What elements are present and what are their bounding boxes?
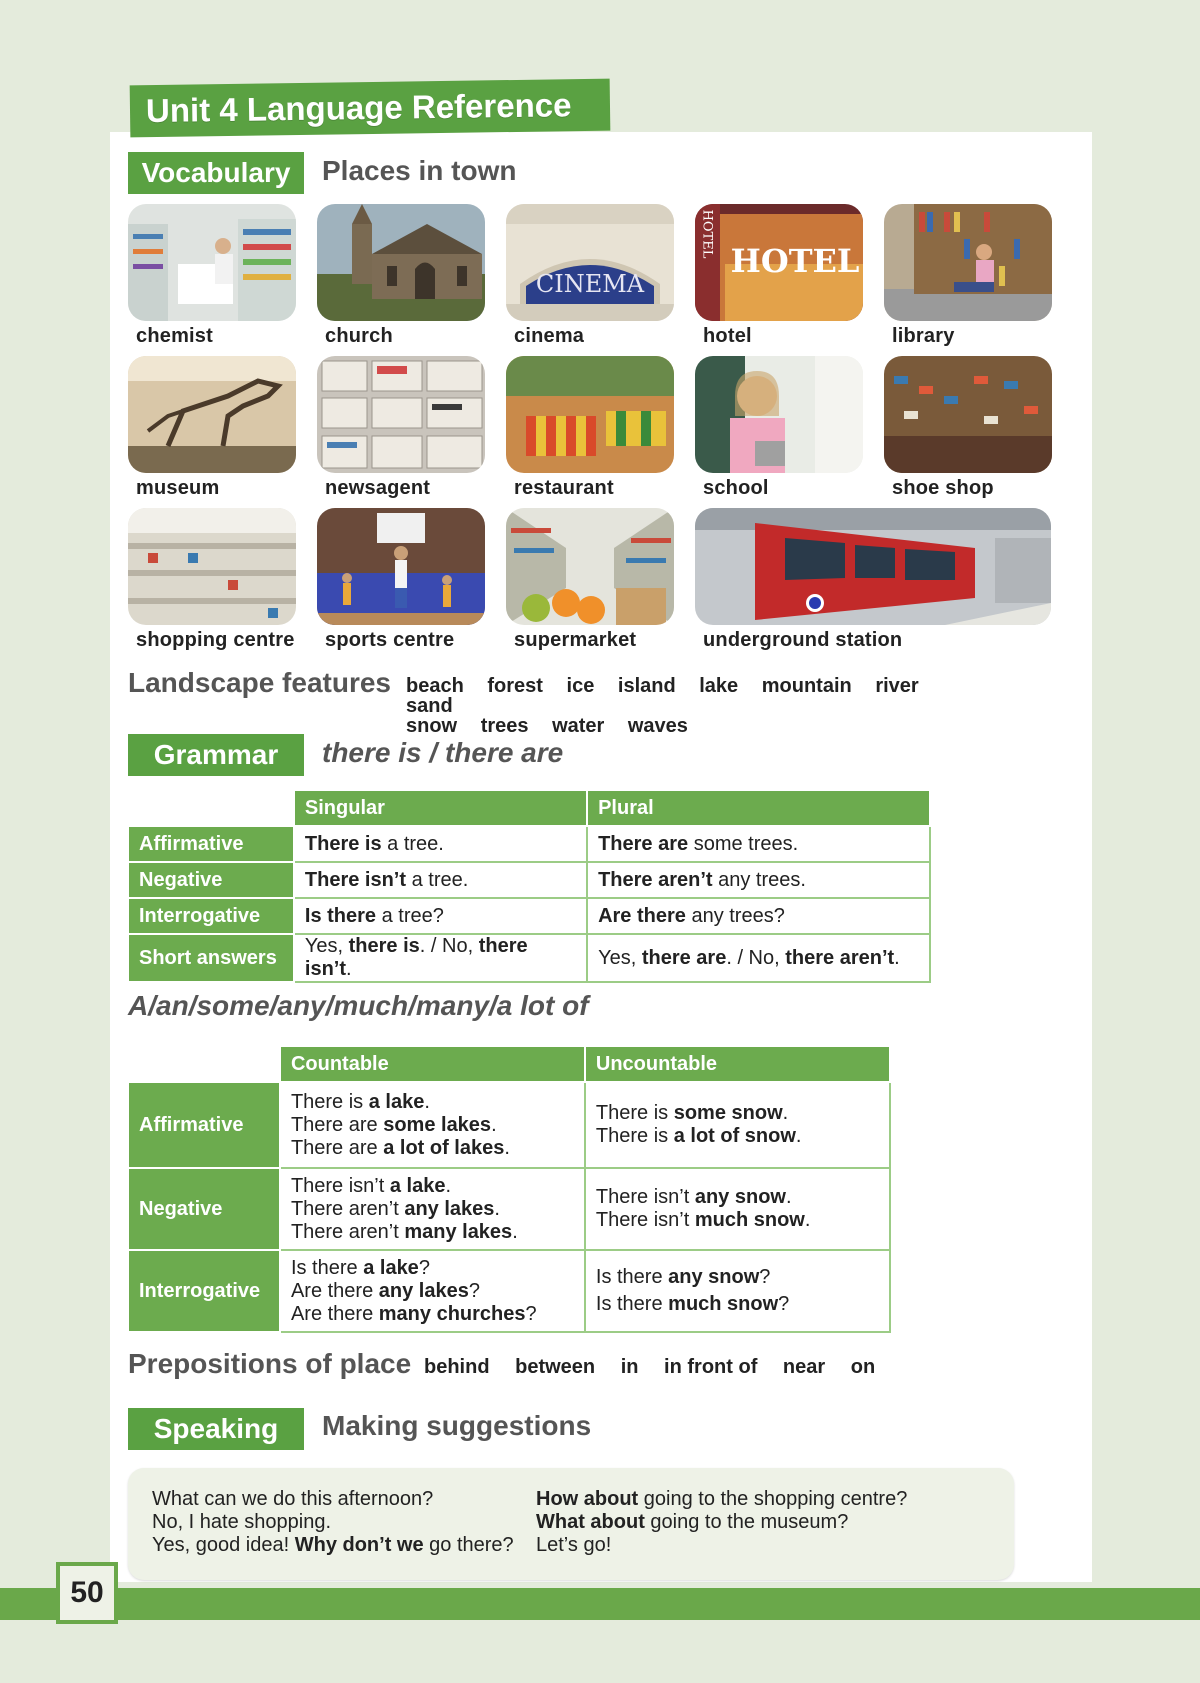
row-header: Affirmative [128,1082,280,1168]
column-header-uncountable: Uncountable [585,1046,890,1082]
shoe-shop-photo [884,356,1052,473]
row-header: Short answers [128,934,294,982]
hotel-photo [695,204,863,321]
dialogue-left-column [152,1488,514,1557]
row-header: Interrogative [128,898,294,934]
dialogue-line: How about going to the shopping centre? [536,1488,908,1510]
speaking-tag: Speaking [128,1408,304,1450]
landscape-word: river [875,675,919,697]
vocab-item-hotel [695,204,863,348]
vocab-label: restaurant [514,477,614,499]
vocab-item-church [317,204,485,348]
landscape-words [406,676,1006,736]
vocabulary-subtitle: Places in town [322,155,517,186]
vocab-item-shopping-centre [128,508,296,652]
row-header: Affirmative [128,826,294,862]
landscape-word: island [617,675,676,697]
landscape-row-2 [406,716,1006,736]
table-cell: Is there a lake? Are there any lakes? Are there many churches? [280,1250,585,1332]
quantifiers-subtitle: A/an/some/any/much/many/a lot of [128,990,589,1021]
table-cell: There is a tree. [294,826,587,862]
landscape-word: trees [480,715,529,737]
landscape-word: mountain [761,675,852,697]
church-photo [317,204,485,321]
dialogue-right-column [536,1488,907,1557]
column-header-singular: Singular [294,790,587,826]
vocab-label: newsagent [325,477,431,499]
table-cell: There is some snow. There is a lot of snow. [585,1082,890,1168]
table-cell: There isn’t a lake. There aren’t any lakes. There aren’t many lakes. [280,1168,585,1250]
landscape-word: beach [406,675,464,697]
preposition-word: near [782,1356,826,1378]
table-cell: There isn’t any snow. There isn’t much snow. [585,1168,890,1250]
vocab-label: sports centre [325,629,455,651]
table-row [128,934,930,982]
vocab-item-shoe-shop [884,356,1052,500]
table-cell: Is there any snow? Is there much snow? [585,1250,890,1332]
vocab-label: church [325,325,393,347]
prepositions-words [424,1356,895,1379]
prepositions-title: Prepositions of place [128,1348,412,1379]
vocab-item-sports-centre [317,508,485,652]
vocab-label: museum [136,477,220,499]
vocabulary-tag: Vocabulary [128,152,304,194]
vocab-label: library [892,325,955,347]
vocab-label: hotel [703,325,752,347]
supermarket-photo [506,508,674,625]
museum-photo [128,356,296,473]
dialogue-line: No, I hate shopping. [152,1511,332,1533]
vocab-item-museum [128,356,296,500]
grammar-subtitle: there is / there are [322,737,564,768]
quantifiers-table [127,1045,891,1333]
restaurant-photo [506,356,674,473]
vocab-label: shoe shop [892,477,994,499]
table-row [128,1082,890,1168]
preposition-word: behind [424,1356,490,1378]
vocab-label: supermarket [514,629,637,651]
landscape-title: Landscape features [128,667,391,698]
vocab-item-restaurant [506,356,674,500]
landscape-row-1 [406,676,1006,716]
table-cell: Are there any trees? [587,898,930,934]
there-is-table [127,789,931,983]
cinema-sign-text: CINEMA [535,270,645,298]
preposition-word: on [850,1356,876,1378]
landscape-word: forest [487,675,543,697]
table-row [128,862,930,898]
vocab-label: school [703,477,769,499]
dialogue-line: Yes, good idea! Why don’t we go there? [152,1534,514,1556]
underground-station-photo [695,508,1051,625]
vocab-item-school [695,356,863,500]
landscape-word: lake [699,675,739,697]
landscape-word: sand [406,695,453,717]
landscape-word: snow [406,715,458,737]
vocab-item-underground-station [695,508,1051,652]
landscape-word: waves [627,715,688,737]
table-cell: There aren’t any trees. [587,862,930,898]
preposition-word: in [620,1356,639,1378]
table-cell: Yes, there is. / No, there isn’t. [294,934,587,982]
vocab-label: chemist [136,325,213,347]
vocab-label: shopping centre [136,629,295,651]
shopping-centre-photo [128,508,296,625]
vocab-item-chemist [128,204,296,348]
vocab-item-newsagent [317,356,485,500]
table-row [128,1250,890,1332]
cinema-photo [506,204,674,321]
table-row [128,1168,890,1250]
library-photo [884,204,1052,321]
vocab-item-cinema [506,204,674,348]
table-cell: There are some trees. [587,826,930,862]
hotel-sign-text: HOTEL [730,242,860,280]
vocab-label: underground station [703,629,903,651]
dialogue-line: What can we do this afternoon? [152,1488,434,1510]
page-number: 50 [56,1562,118,1624]
table-cell: Yes, there are. / No, there aren’t. [587,934,930,982]
row-header: Negative [128,862,294,898]
column-header-countable: Countable [280,1046,585,1082]
chemist-photo [128,204,296,321]
table-cell: Is there a tree? [294,898,587,934]
column-header-plural: Plural [587,790,930,826]
table-row [128,826,930,862]
landscape-word: water [552,715,605,737]
dialogue-line: What about going to the museum? [536,1511,849,1533]
bottom-strip [0,1588,1200,1620]
vocab-item-library [884,204,1052,348]
school-photo [695,356,863,473]
grammar-tag: Grammar [128,734,304,776]
vocab-item-supermarket [506,508,674,652]
vocab-label: cinema [514,325,585,347]
preposition-word: in front of [664,1356,758,1378]
preposition-word: between [515,1356,596,1378]
speaking-subtitle: Making suggestions [322,1410,592,1441]
sports-centre-photo [317,508,485,625]
table-cell: There is a lake. There are some lakes. There are a lot of lakes. [280,1082,585,1168]
dialogue-line: Let’s go! [536,1534,612,1556]
row-header: Interrogative [128,1250,280,1332]
table-row [128,898,930,934]
newsagent-photo [317,356,485,473]
dialogue-box [128,1468,1014,1580]
landscape-word: ice [566,675,595,697]
unit-title: Unit 4 Language Reference [130,79,611,138]
row-header: Negative [128,1168,280,1250]
table-cell: There isn’t a tree. [294,862,587,898]
hotel-vertical-sign-text: HOTEL [699,209,715,259]
